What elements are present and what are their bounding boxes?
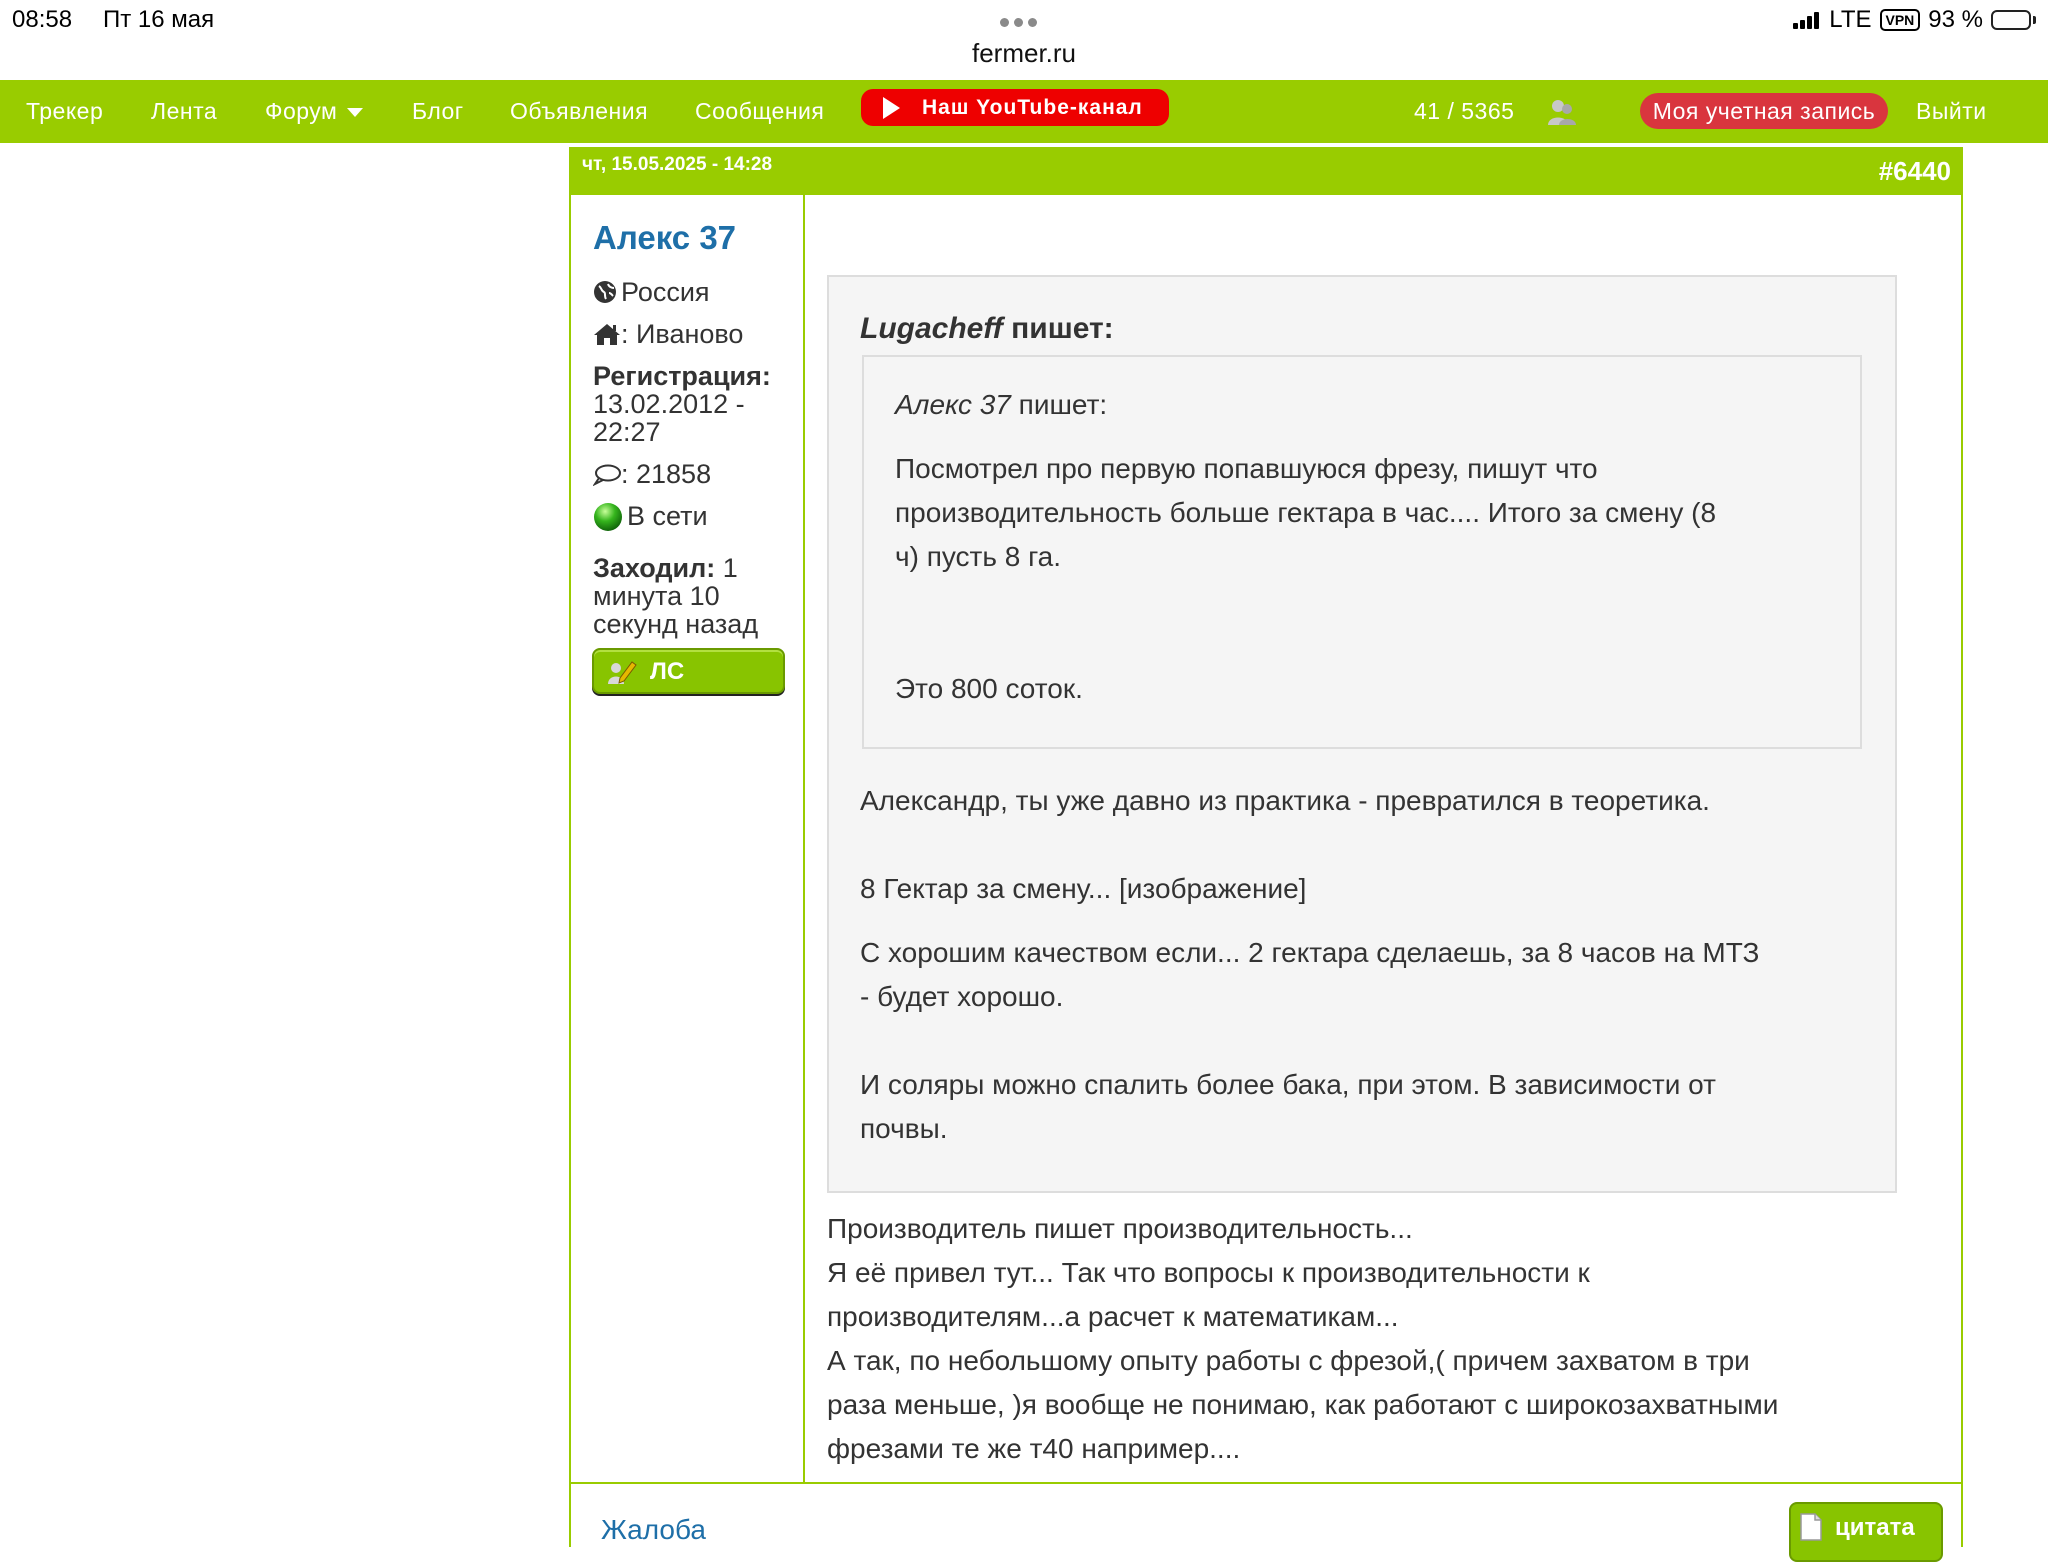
status-date: Пт 16 мая	[103, 6, 215, 33]
nav-classifieds[interactable]: Объявления	[510, 98, 649, 124]
chevron-down-icon	[347, 108, 363, 117]
nested-quote-line: Это 800 соток.	[895, 673, 1083, 704]
author-online-text: В сети	[627, 501, 708, 531]
user-edit-icon	[606, 658, 638, 686]
network-type: LTE	[1829, 6, 1872, 33]
status-time: 08:58	[12, 6, 73, 33]
author-online-status	[593, 501, 708, 532]
registration-time: 22:27	[593, 417, 661, 447]
nested-quote-line: производительность больше гектара в час.... Итого за смену (8	[895, 497, 1717, 528]
author-country-text: Россия	[621, 277, 710, 307]
youtube-channel-button[interactable]	[861, 89, 1169, 126]
signal-icon	[1793, 11, 1821, 29]
quote-button-label: цитата	[1835, 1514, 1915, 1541]
post-date: чт, 15.05.2025 - 14:28	[582, 154, 773, 175]
private-message-label: ЛС	[650, 658, 685, 685]
post-body-line: фрезами те же т40 например....	[827, 1433, 1241, 1464]
play-icon	[883, 97, 900, 119]
author-last-seen	[593, 554, 758, 638]
post-number-link[interactable]: #6440	[1878, 156, 1951, 186]
nested-quote-writes: пишет:	[1010, 389, 1108, 420]
nav-tracker[interactable]: Трекер	[26, 98, 104, 124]
quote-line: С хорошим качеством если... 2 гектара сделаешь, за 8 часов на МТЗ	[860, 937, 1760, 968]
nested-quote-author: Алекс 37	[895, 389, 1011, 420]
vpn-badge: VPN	[1880, 9, 1921, 31]
nav-forum-label: Форум	[265, 98, 338, 124]
private-message-button[interactable]	[592, 648, 785, 694]
last-seen-value-2: минута 10	[593, 581, 720, 611]
author-sidebar	[571, 195, 805, 1482]
last-seen-label: Заходил:	[593, 553, 716, 583]
comment-icon	[593, 464, 621, 486]
quote-attribution	[860, 307, 1114, 351]
author-post-count-text: : 21858	[621, 459, 712, 489]
author-registration	[593, 362, 771, 446]
status-bar	[0, 0, 2048, 80]
quote-line: - будет хорошо.	[860, 981, 1064, 1012]
nested-quote-attribution	[895, 383, 1107, 427]
battery-percent: 93 %	[1928, 6, 1983, 33]
quote-line: почвы.	[860, 1113, 948, 1144]
author-name[interactable]: Алекс 37	[593, 219, 737, 256]
quote-line: И соляры можно спалить более бака, при этом. В зависимости от	[860, 1069, 1716, 1100]
online-status-icon	[593, 502, 623, 532]
youtube-channel-label: Наш YouTube-канал	[922, 95, 1143, 119]
post-body-line: раза меньше, )я вообще не понимаю, как работают с широкозахватными	[827, 1389, 1779, 1420]
author-post-count	[593, 459, 711, 490]
post-body-line: Производитель пишет производительность...	[827, 1213, 1413, 1244]
nested-quote-line: ч) пусть 8 га.	[895, 541, 1062, 572]
online-users-count[interactable]: 41 / 5365	[1414, 98, 1515, 124]
registration-label: Регистрация:	[593, 361, 771, 391]
forum-post	[569, 147, 1963, 1547]
author-city-text: : Иваново	[621, 319, 744, 349]
quote-line: 8 Гектар за смену... [изображение]	[860, 873, 1307, 904]
home-icon	[593, 322, 621, 346]
quote-writes: пишет:	[1002, 312, 1114, 345]
nav-blog[interactable]: Блог	[412, 98, 464, 124]
post-header	[571, 147, 1961, 195]
last-seen-value-1: 1	[715, 553, 738, 583]
author-city	[593, 319, 743, 350]
nav-messages[interactable]: Сообщения	[695, 98, 825, 124]
quote-author: Lugacheff	[860, 312, 1003, 345]
last-seen-value-3: секунд назад	[593, 609, 759, 639]
battery-icon	[1991, 10, 2036, 30]
globe-icon	[593, 280, 617, 304]
address-bar-url[interactable]: fermer.ru	[971, 38, 1077, 68]
author-country	[593, 277, 710, 308]
registration-date: 13.02.2012 -	[593, 389, 745, 419]
post-body-line: А так, по небольшому опыту работы с фрезой,( причем захватом в три	[827, 1345, 1750, 1376]
my-account-button[interactable]: Моя учетная запись	[1640, 93, 1888, 129]
nested-quote-line: Посмотрел про первую попавшуюся фрезу, пишут что	[895, 453, 1598, 484]
nav-feed[interactable]: Лента	[151, 98, 218, 124]
multitasking-dots-icon[interactable]	[1000, 18, 1042, 30]
quote-button[interactable]	[1789, 1502, 1943, 1562]
top-navigation	[0, 80, 2048, 143]
quote-block	[827, 275, 1897, 1193]
document-icon	[1799, 1512, 1823, 1542]
quote-line: Александр, ты уже давно из практика - превратился в теоретика.	[860, 785, 1710, 816]
post-footer	[571, 1482, 1961, 1564]
logout-link[interactable]: Выйти	[1916, 98, 1987, 124]
status-indicators	[1793, 6, 2036, 34]
nav-forum[interactable]	[265, 98, 363, 125]
post-body-line: производителям...а расчет к математикам...	[827, 1301, 1399, 1332]
post-body-line: Я её привел тут... Так что вопросы к производительности к	[827, 1257, 1590, 1288]
nested-quote-block	[862, 355, 1862, 749]
users-icon	[1547, 98, 1577, 126]
complaint-link[interactable]: Жалоба	[601, 1514, 706, 1545]
